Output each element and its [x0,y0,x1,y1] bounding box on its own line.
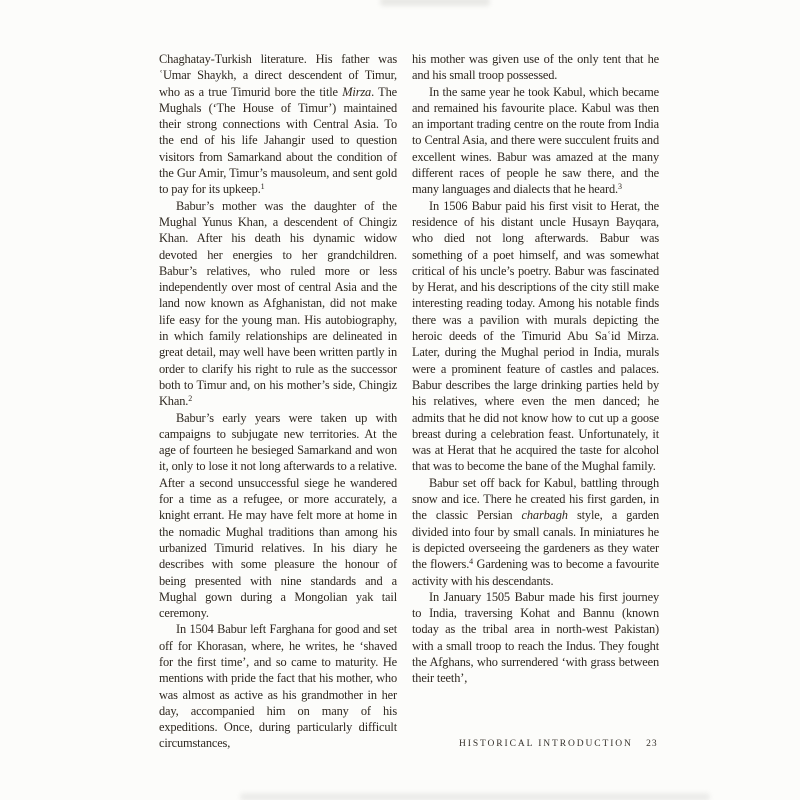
paragraph [412,198,659,475]
text-run: his mother was given use of the only tent that he and his small troop possessed. [412,52,659,83]
footnote-marker: 4 [469,557,474,567]
text-run: style, a garden divided into four by small canals. In miniatures he is depicted overseeing the gardeners as they water the flowers. [412,508,659,572]
paragraph [412,475,659,589]
page-number: 23 [646,739,658,749]
scan-bleed-bottom [240,793,710,800]
text-run: Babur’s mother was the daughter of the Mughal Yunus Khan, a descendent of Chingiz Khan. After his death his dynamic widow devoted her energies to her grandchildren. Babur’s relatives, who ruled more or less independently over most of central Asia and the land now known as Afghanistan, did not make life easy for the young man. His autobiography, in which family relationships are delineated in great detail, may well have been written partly in order to clarify his right to rule as the successor both to Timur and, on his mother’s side, Chingiz Khan. [159,198,397,409]
text-run: In 1504 Babur left Farghana for good and set off for Khorasan, where, he writes, he ‘shaved for the first time’, and so came to maturity. He mentions with pride the fact that his mother, who was almost as active as his grandmother in her day, accompanied him on many of his expeditions. Once, during particularly difficult circumstances, [159,622,397,751]
paragraph [159,621,397,751]
text-run: In the same year he took Kabul, which became and remained his favourite place. Kabul was then an important trading centre on the route from India to Central Asia, and there were succulent fruits and excellent wines. Babur was amazed at the many different races of people he saw there, and the many languages and dialects that he heard. [412,84,659,197]
scan-bleed-top [380,0,490,6]
right-text-column [412,51,659,687]
paragraph [412,51,659,84]
footnote-marker: 1 [260,182,265,192]
running-head: HISTORICAL INTRODUCTION [459,739,633,749]
footnote-marker: 2 [188,394,193,404]
text-run: . The Mughals (‘The House of Timur’) maintained their strong connections with Central Asia. To the end of his life Jahangir used to question visitors from Samarkand about the condition of the Gur Amir, Timur’s mausoleum, and sent gold to pay for its upkeep. [159,84,397,197]
text-run: Babur set off back for Kabul, battling through snow and ice. There he created his first garden, in the classic Persian [412,475,659,523]
page-footer [459,739,658,749]
text-run: Babur’s early years were taken up with campaigns to subjugate new territories. At the age of fourteen he besieged Samarkand and won it, only to lose it not long afterwards to a relative. After a second unsuccessful siege he wandered for a time as a refugee, or more accurately, a knight errant. He may have felt more at home in the nomadic Mughal traditions than among his urbanized Timurid relatives. In his diary he describes with some pleasure the honour of being presented with nine standards and a Mughal gown during a Mongolian yak tail ceremony. [159,410,397,621]
paragraph [159,198,397,410]
italic-term: Mirza [342,84,372,99]
paragraph [412,84,659,198]
text-run: Gardening was to become a favourite activity with his descendants. [412,557,660,588]
paragraph [412,589,659,687]
text-run: Chaghatay-Turkish literature. His father was ʿUmar Shaykh, a direct descendent of Timur, who as a true Timurid bore the title [159,52,397,99]
text-run: In January 1505 Babur made his first journey to India, traversing Kohat and Bannu (known today as the tribal area in north-west Pakistan) with a small troop to reach the Indus. They fought the Afghans, who surrendered ‘with grass between their teeth’, [412,589,659,686]
left-text-column [159,51,397,752]
paragraph [159,51,397,198]
text-run: In 1506 Babur paid his first visit to Herat, the residence of his distant uncle Husayn Bayqara, who died not long afterwards. Babur was something of a poet himself, and was somewhat critical of his uncle’s poetry. Babur was fascinated by Herat, and his descriptions of the city still make interesting reading today. Among his notable finds there was a pavilion with murals depicting the heroic deeds of the Timurid Abu Saʿid Mirza. Later, during the Mughal period in India, murals were a prominent feature of castles and palaces. Babur describes the large drinking parties held by his relatives, where even the men danced; he admits that he did not know how to cut up a goose breast during a celebration feast. Unfortunately, it was at Herat that he acquired the taste for alcohol that was to become the bane of the Mughal family. [412,198,659,474]
italic-term: charbagh [521,508,568,523]
paragraph [159,410,397,622]
footnote-marker: 3 [617,182,622,192]
